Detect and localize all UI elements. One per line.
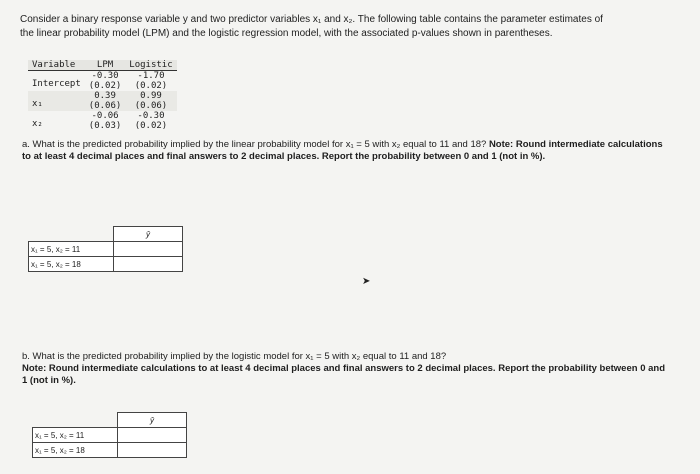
table-row (28, 111, 177, 131)
answer-b-header-yhat: ŷ (118, 413, 187, 428)
answer-table-b (32, 412, 187, 458)
problem-intro (20, 13, 680, 41)
header-logistic: Logistic (125, 60, 176, 71)
mouse-cursor-icon: ➤ (362, 276, 371, 287)
table-row (29, 242, 183, 257)
question-b-note: Note: Round intermediate calculations to at least 4 decimal places and final answers to 2 decimal places. Report the probability between 0 and 1 (not in %). (22, 363, 666, 386)
table-row (28, 71, 177, 92)
lpm-estimate: -0.30 (91, 71, 119, 81)
lpm-p-value: (0.06) (88, 101, 122, 111)
answer-b-input-x2-18[interactable] (120, 444, 184, 456)
parameter-estimates-table (28, 60, 177, 131)
question-a (22, 139, 672, 163)
header-variable: Variable (28, 60, 85, 71)
intro-line-2: the linear probability model (LPM) and the logistic regression model, with the associated p-values shown in parentheses. (20, 28, 553, 39)
logistic-p-value: (0.02) (134, 81, 168, 91)
question-a-note: Note: Round intermediate calculations to at least 4 decimal places and final answers to 2 decimal places. Report the probability between 0 and 1 (not in %). (22, 139, 663, 162)
table-row (33, 428, 187, 443)
table-row (28, 91, 177, 111)
logistic-estimate: -1.70 (137, 71, 165, 81)
logistic-estimate: -0.30 (137, 111, 165, 121)
intro-line-1: Consider a binary response variable y and two predictor variables x₁ and x₂. The following table contains the parameter estimates of (20, 14, 603, 25)
answer-b-row-label: x₁ = 5, x₂ = 18 (33, 443, 118, 458)
header-lpm: LPM (85, 60, 126, 71)
answer-table-a (28, 226, 183, 272)
lpm-p-value: (0.03) (88, 121, 122, 131)
logistic-estimate: 0.99 (140, 91, 162, 101)
row-variable-name: x₂ (32, 119, 43, 129)
row-variable-name: Intercept (32, 79, 81, 89)
answer-a-input-x2-18[interactable] (116, 258, 180, 270)
lpm-estimate: -0.06 (91, 111, 119, 121)
question-a-text: a. What is the predicted probability implied by the linear probability model for x₁ = 5 with x₂ equal to 11 and 18? (22, 139, 487, 150)
answer-b-row-label: x₁ = 5, x₂ = 11 (33, 428, 118, 443)
lpm-p-value: (0.02) (88, 81, 122, 91)
table-row (33, 443, 187, 458)
row-variable-name: x₁ (28, 91, 85, 111)
answer-b-input-x2-11[interactable] (120, 429, 184, 441)
question-b-text: b. What is the predicted probability implied by the logistic model for x₁ = 5 with x₂ equal to 11 and 18? (22, 351, 447, 362)
lpm-estimate: 0.39 (94, 91, 116, 101)
table-row (29, 257, 183, 272)
question-b (22, 351, 672, 387)
answer-a-input-x2-11[interactable] (116, 243, 180, 255)
answer-a-row-label: x₁ = 5, x₂ = 18 (29, 257, 114, 272)
answer-a-header-yhat: ŷ (114, 227, 183, 242)
logistic-p-value: (0.02) (134, 121, 168, 131)
answer-a-row-label: x₁ = 5, x₂ = 11 (29, 242, 114, 257)
logistic-p-value: (0.06) (134, 101, 168, 111)
